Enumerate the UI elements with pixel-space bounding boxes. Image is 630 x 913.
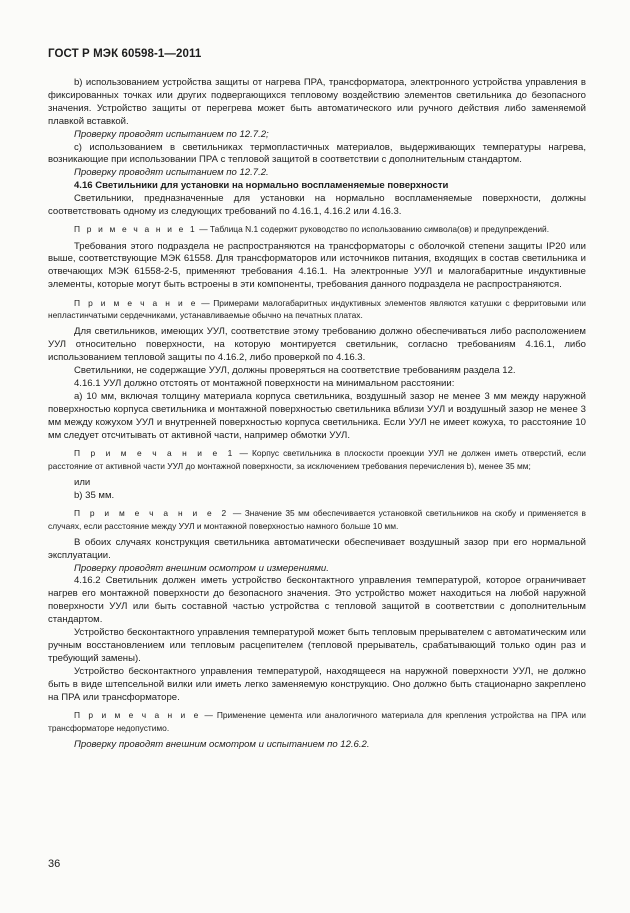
paragraph: В обоих случаях конструкция светильника автоматически обеспечивает воздушный зазор при его нормальной эксплуатации. <box>48 536 586 561</box>
list-item: a) 10 мм, включая толщину материала корпуса светильника, воздушный зазор не менее 3 мм между наружной поверхностью корпуса светильника и монтажной поверхностью светильника вблизи УУЛ и воздушный зазор не менее 3 мм между кожухом УУЛ и внутренней поверхностью корпуса светильника. Если УУЛ не имеет кожуха, то расстояние 10 мм следует отсчитывать от активной части, например обмотки УУЛ. <box>48 390 586 441</box>
test-reference: Проверку проводят испытанием по 12.7.2; <box>74 128 269 140</box>
paragraph: Для светильников, имеющих УУЛ, соответствие этому требованию должно обеспечиваться либо расположением УУЛ относительно поверхности, на которую монтируется светильник, согласно требованиям 4.16.1, либо использованием тепловой защиты по 4.16.2, либо проверкой по 4.16.3. <box>48 326 586 364</box>
paragraph: 4.16.1 УУЛ должно отстоять от монтажной поверхности на минимальном расстоянии: <box>74 378 455 389</box>
paragraph: с) использованием в светильниках термопластичных материалов, выдерживающих температуры нагрева, возникающие при использовании ПРА с тепловой защитой в соответствии с дополнительным стандартом. <box>48 141 586 166</box>
list-item: b) 35 мм. <box>74 489 115 501</box>
note: П р и м е ч а н и е 2 — Значение 35 мм обеспечивается установкой светильников на скобу и применяется в случаях, если расстояние между УУЛ и монтажной поверхностью намного больше 10 мм. <box>48 508 586 531</box>
note: П р и м е ч а н и е 1 — Таблица N.1 содержит руководство по использованию символа(ов) и предупреждений. <box>74 224 550 235</box>
section-heading: 4.16 Светильники для установки на нормально воспламеняемые поверхности <box>74 180 449 192</box>
list-connector: или <box>74 476 91 488</box>
document-body <box>48 77 586 752</box>
paragraph: Устройство бесконтактного управления температурой может быть тепловым прерывателем с автоматическим или ручным восстановлением или тепловым расцепителем (тепловой прерыватель, срабатывающий только один раз и требующий замены). <box>48 627 586 664</box>
paragraph: Устройство бесконтактного управления температурой, находящееся на наружной поверхности УУЛ, не должно быть в виде штепсельной вилки или иметь легко заменяемую конструкцию. Оно должно быть стационарно закреплено на ПРА или трансформаторе. <box>48 665 586 703</box>
document-header: ГОСТ Р МЭК 60598-1—2011 <box>48 48 202 60</box>
paragraph: Светильники, не содержащие УУЛ, должны проверяться на соответствие требованиям раздела 12. <box>74 365 516 377</box>
note: П р и м е ч а н и е — Примерами малогабаритных индуктивных элементов являются катушки с ферритовыми или непластинчатыми сердечниками, устанавливаемые обычно на печатных платах. <box>48 297 586 321</box>
paragraph: 4.16.2 Светильник должен иметь устройство бесконтактного управления температурой, которое ограничивает нагрев его монтажной поверхности до безопасного значения. Это устройство может находиться на любой наружной поверхности УУЛ или быть составной частью устройства с тепловой защитой в соответствии с дополнительным стандартом. <box>48 575 586 626</box>
paragraph: Требования этого подраздела не распространяются на трансформаторы с оболочкой степени защиты IP20 или выше, соответствующие МЭК 61558. Для трансформаторов или источников питания, входящих в состав светильника и отвечающих МЭК 61558-2-5, применяют требования 4.16.1. На электронные УУЛ и малогабаритные индуктивные элементы, которые могут быть встроены в эти компоненты, требования данного подраздела не распространяются. <box>48 240 586 291</box>
test-reference: Проверку проводят внешним осмотром и испытанием по 12.6.2. <box>74 738 370 750</box>
note: П р и м е ч а н и е 1 — Корпус светильника в плоскости проекции УУЛ не должен иметь отверстий, если расстояние от активной части УУЛ до монтажной поверхности, за исключением требования перечисления b), менее 35 мм; <box>48 448 586 471</box>
page-number: 36 <box>48 858 61 870</box>
test-reference: Проверку проводят испытанием по 12.7.2. <box>74 167 269 179</box>
note: П р и м е ч а н и е — Применение цемента или аналогичного материала для крепления устройства на ПРА или трансформаторе недопустимо. <box>48 710 586 733</box>
test-reference: Проверку проводят внешним осмотром и измерениями. <box>74 562 329 574</box>
paragraph: b) использованием устройства защиты от нагрева ПРА, трансформатора, электронного устройства управления в фиксированных точках или других подвергающихся тепловому воздействию элементов светильника до безопасного значения. Устройство защиты от перегрева может быть автоматического или ручного действия либо заменяемой плавкой вставкой. <box>48 77 586 127</box>
paragraph: Светильники, предназначенные для установки на нормально воспламеняемые поверхности, должны соответствовать одному из следующих требований по 4.16.1, 4.16.2 или 4.16.3. <box>48 193 586 218</box>
